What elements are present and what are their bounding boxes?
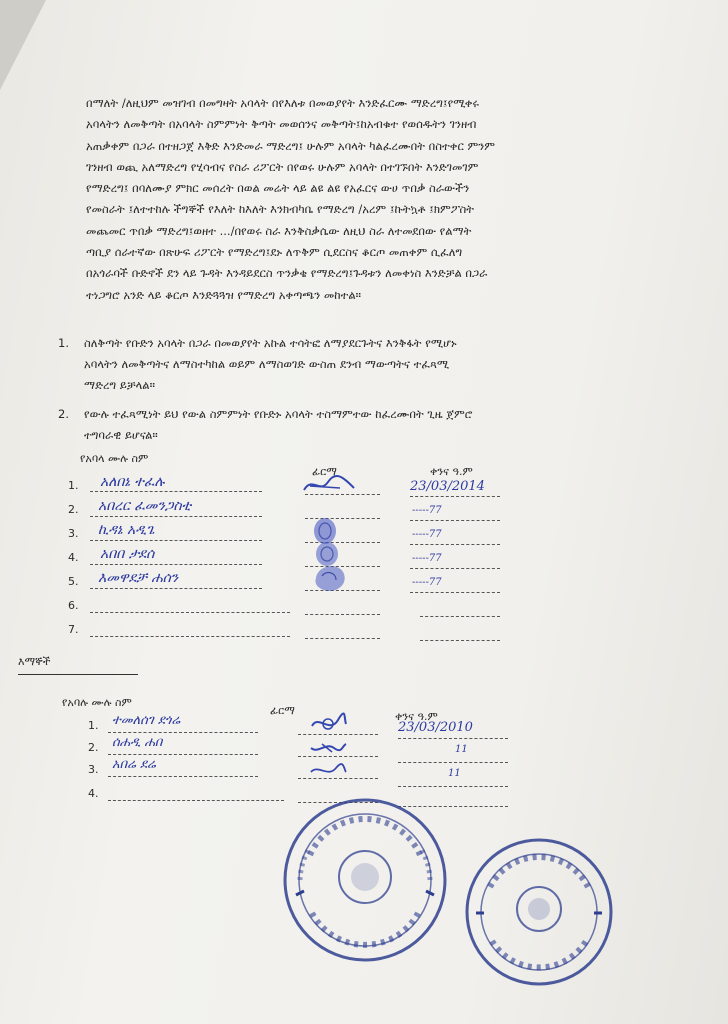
date-line xyxy=(398,762,508,763)
row-number: 1. xyxy=(68,479,79,492)
paragraph-line: አጠቃቀም በጋራ በተዘጋጀ እቅድ እንድመራ ማድረግ፤ ሁሉም አባላት ካልፈረሙበት በስተቀር ምንም xyxy=(86,138,495,153)
row-number: 6. xyxy=(68,599,79,612)
paragraph-line: መጨመር ጥበቃ ማድረግ፤ወዘተ .../በየወሩ ስራ እንቅስቃሴው ለዚህ ስራ ለተመደበው የልማት xyxy=(86,223,472,238)
member-date: 23/03/2014 xyxy=(410,479,485,494)
date-line xyxy=(410,520,500,521)
clause-line: ስለቅጣት የቡድን አባላት በጋራ በመወያየት አኩል ተሳትፎ ለማያደርጉትና እንቅፋት የሚሆኑ xyxy=(84,336,457,350)
member-name: አለበኔ ተፈሉ xyxy=(100,474,165,490)
row-number: 7. xyxy=(68,623,79,636)
clause-line: ተግባራዊ ይሆናል። xyxy=(84,428,158,442)
date-line xyxy=(420,616,500,617)
members-name-header: የአባላ ሙሉ ስም xyxy=(80,452,149,465)
date-line xyxy=(420,640,500,641)
date-line xyxy=(410,568,500,569)
date-line xyxy=(410,592,500,593)
paragraph-line: ጣቢያ ሰራተኛው በጽሁፍ ሪፖርት የማድረግ፤ደኑ ለጥቅም ሲደርስና ቆርጦ መጠቀም ሲፈለግ xyxy=(86,245,463,260)
row-number: 2. xyxy=(68,503,79,516)
paragraph-line: በማለት /ለዚህም መዝገብ በመግዛት አባላት በየእለቱ በመወያየት እንድፈርሙ ማድረግ፤የሚቀሩ xyxy=(86,96,479,110)
row-number: 4. xyxy=(88,787,99,800)
paragraph-line: በአጎራባች ቡድኖች ደን ላይ ጉዳት እንዳይደርስ ጥንቃቄ የማድረግ፤ጉዳቱን ለመቀነስ እንድቻል በጋራ xyxy=(86,266,488,281)
member-name: አበረር ፈመንጋስቲ xyxy=(98,498,192,514)
name-line xyxy=(108,732,258,733)
paragraph-line: የመስራት ፤ለተተከሉ ችግኞች የእለት ከእለት እንክብካቤ የማድረግ /አረም ፤ኩትኳቶ ፤ክምፖስት xyxy=(86,202,474,217)
members-signature-header: ፊርማ xyxy=(312,465,337,478)
row-number: 1. xyxy=(88,719,99,732)
witness-name: ተመለሰገ ደጎሬ xyxy=(112,713,181,728)
clause-number: 1. xyxy=(58,336,69,350)
name-line xyxy=(90,516,262,517)
member-date: -----77 xyxy=(412,529,442,540)
name-line xyxy=(90,540,262,541)
member-signature xyxy=(300,474,360,496)
official-stamp-left xyxy=(280,795,450,965)
witness-name: ሰሐዲ ሐበ xyxy=(112,735,163,750)
witnesses-name-header: የአባሉ ሙሉ ስም xyxy=(62,696,132,709)
member-thumbprint xyxy=(310,560,350,596)
official-stamp-right xyxy=(462,835,617,990)
witness-date: 11 xyxy=(455,744,468,755)
member-name: እመዋደቻ ሐሰን xyxy=(98,570,179,586)
name-line xyxy=(108,754,258,755)
name-line xyxy=(90,564,262,565)
clause-2 xyxy=(58,404,698,448)
name-line xyxy=(108,800,284,801)
paragraph-line: ገንዘብ ወጪ አለማድረግ የሂሳብና የስራ ሪፖርት በየወሩ ሁሉም አባላት በተገኙበት እንድገመገም xyxy=(86,159,479,174)
members-date-header: ቀንና ዓ.ም xyxy=(430,465,473,478)
name-line xyxy=(90,636,290,637)
row-number: 3. xyxy=(88,763,99,776)
signature-line xyxy=(305,614,380,615)
paragraph-line: የማድረግ፤ በባለሙያ ምክር መሰረት በወል መሬት ላይ ልዩ ልዩ የአፈርና ውሀ ጥበቃ ስራውችን xyxy=(86,181,470,196)
witness-date: 23/03/2010 xyxy=(398,720,473,735)
witness-signature xyxy=(308,738,348,758)
clause-line: ማድረግ ይቻላል። xyxy=(84,378,155,392)
date-line xyxy=(398,786,508,787)
witnesses-title-underline xyxy=(18,674,138,675)
folded-corner xyxy=(0,0,46,90)
member-name: አበበ ታደሰ xyxy=(100,546,155,562)
row-number: 4. xyxy=(68,551,79,564)
paragraph-line: ተነጋግሮ አንድ ላይ ቆርጦ እንድጓጓዝ የማድረግ አቀጣጫን መከተል። xyxy=(86,287,362,302)
member-name: ኪዳኔ አዲጌ xyxy=(98,522,155,538)
agreement-paragraph xyxy=(86,93,686,306)
witnesses-signature-header: ፊርማ xyxy=(270,704,295,717)
row-number: 5. xyxy=(68,575,79,588)
row-number: 2. xyxy=(88,741,99,754)
name-line xyxy=(90,612,290,613)
clause-line: የውሉ ተፈጻሚነት ይህ የውል ስምምነት የቡድኑ አባላት ተስማምተው ከፈረሙበት ጊዜ ጀምሮ xyxy=(84,407,473,421)
name-line xyxy=(90,588,262,589)
row-number: 3. xyxy=(68,527,79,540)
clause-number: 2. xyxy=(58,407,69,421)
witnesses-date-header: ቀንና ዓ.ም xyxy=(395,710,438,723)
name-line xyxy=(90,491,262,492)
witnesses-title: እማኞች xyxy=(18,655,51,668)
member-date: -----77 xyxy=(412,553,442,564)
clause-line: አባላትን ለመቅጣትና ለማስተካከል ወይም ለማስወገድ ውስጠ ደንብ ማውጣትና ተፈጻሚ xyxy=(84,357,450,371)
date-line xyxy=(410,496,500,497)
clause-1 xyxy=(58,333,698,399)
witness-name: አበሬ ደሬ xyxy=(112,757,156,772)
member-date: -----77 xyxy=(412,577,442,588)
name-line xyxy=(108,776,258,777)
date-line xyxy=(398,738,508,739)
witness-date: 11 xyxy=(448,768,461,779)
witness-signature xyxy=(308,760,348,780)
paragraph-line: አባላትን ለመቅጣት በአባላት ስምምነት ቅጣት መወሰንና መቅጣት፤ከአብቁተ የወሰዱትን ገንዘብ xyxy=(86,117,477,132)
date-line xyxy=(410,544,500,545)
member-date: -----77 xyxy=(412,505,442,516)
witness-signature xyxy=(308,712,348,736)
signature-line xyxy=(305,638,380,639)
